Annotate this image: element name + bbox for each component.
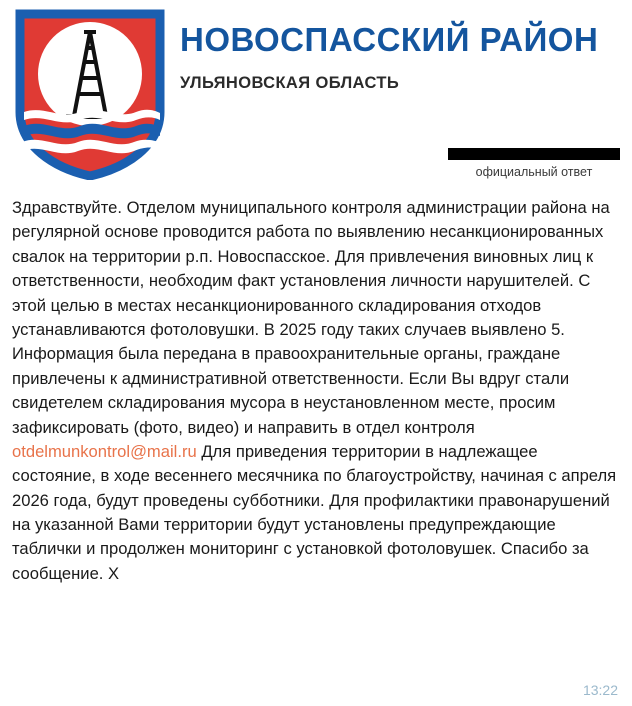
message-timestamp: 13:22 [582,682,618,698]
redaction-bar [448,148,620,160]
letterhead [0,0,632,190]
letterhead-title-block [180,8,598,93]
page-title: НОВОСПАССКИЙ РАЙОН [180,21,599,58]
stamp-label: официальный ответ [475,165,593,179]
email-link[interactable]: otdelmunkontrol@mail.ru [12,441,197,461]
message-text [0,190,632,586]
official-answer-stamp [448,148,620,179]
page-subtitle: УЛЬЯНОВСКАЯ ОБЛАСТЬ [180,73,400,92]
message-text-part2: Для приведения территории в надлежащее состояние, в ходе весеннего месячника по благоустройству, начиная с апреля 2026 года, будут проведены субботники. Для профилактики правонарушений на указанной Вами территории будут установлены предупреждающие таблички и продолжен мониторинг с установкой фотоловушек. Спасибо за сообщение. X [12,441,617,583]
message-text-part1: Здравствуйте. Отделом муниципального контроля администрации района на регулярной основе проводится работа по выявлению несанкционированных свалок на территории р.п. Новоспасское. Для привлечения виновных лиц к ответственности, необходим факт установления личности нарушителей. С этой целью в местах несанкционированного складирования отходов устанавливаются фотоловушки. В 2025 году таких случаев выявлено 5. Информация была передана в правоохранительные органы, граждане привлечены к административной ответственности. Если Вы вдруг стали свидетелем складирования мусора в неустановленном месте, просим зафиксировать (фото, видео) и направить в отдел контроля [12,198,610,437]
coat-of-arms-icon [14,8,166,180]
